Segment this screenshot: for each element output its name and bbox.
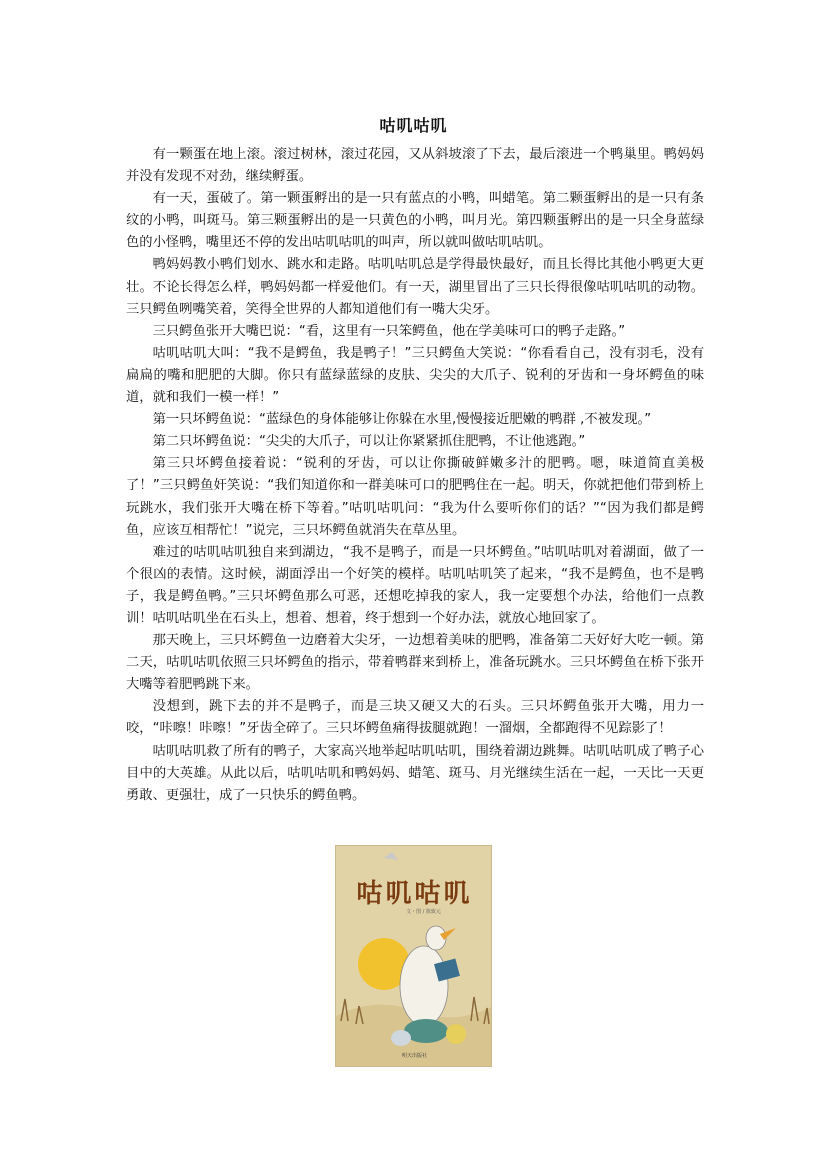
paragraph: 第三只坏鳄鱼接着说：“锐利的牙齿，可以让你撕破鲜嫩多汁的肥鸭。嗯，味道简直美极了！”三只鳄鱼奸笑说：“我们知道你和一群美味可口的肥鸭住在一起。明天，你就把他们带到桥上玩跳水，我们张开大嘴在桥下等着。”咕叽咕叽问：“我为什么要听你们的话？”“因为我们都是鳄鱼，应该互相帮忙！”说完，三只坏鳄鱼就消失在草丛里。 bbox=[126, 456, 704, 538]
paragraph: 咕叽咕叽救了所有的鸭子，大家高兴地举起咕叽咕叽，围绕着湖边跳舞。咕叽咕叽成了鸭子心目中的大英雄。从此以后，咕叽咕叽和鸭妈妈、蜡笔、斑马、月光继续生活在一起，一天比一天更勇敢、更强壮，成了一只快乐的鳄鱼鸭。 bbox=[126, 743, 704, 803]
cover-title: 咕叽咕叽 bbox=[356, 879, 473, 909]
paragraph: 第一只坏鳄鱼说：“蓝绿色的身体能够让你躲在水里,慢慢接近肥嫩的鸭群 ,不被发现。” bbox=[152, 412, 652, 428]
paragraph: 有一颗蛋在地上滚。滚过树林，滚过花园，又从斜坡滚了下去，最后滚进一个鸭巢里。鸭妈妈并没有发现不对劲，继续孵蛋。 bbox=[126, 147, 704, 185]
page-title: 咕叽咕叽 bbox=[379, 116, 448, 135]
paragraph: 有一天，蛋破了。第一颗蛋孵出的是一只有蓝点的小鸭，叫蜡笔。第二颗蛋孵出的是一只有条纹的小鸭，叫斑马。第三颗蛋孵出的是一只黄色的小鸭，叫月光。第四颗蛋孵出的是一只全身蓝绿色的小怪鸭，嘴里还不停的发出咕叽咕叽的叫声，所以就叫做咕叽咕叽。 bbox=[126, 191, 704, 251]
book-cover-image bbox=[335, 845, 492, 1067]
paragraph: 第二只坏鳄鱼说：“尖尖的大爪子，可以让你紧紧抓住肥鸭，不让他逃跑。” bbox=[152, 434, 586, 450]
paragraph: 难过的咕叽咕叽独自来到湖边，“我不是鸭子，而是一只坏鳄鱼。”咕叽咕叽对着湖面，做了一个很凶的表情。这时候，湖面浮出一个好笑的模样。咕叽咕叽笑了起来，“我不是鳄鱼，也不是鸭子，我是鳄鱼鸭。”三只坏鳄鱼那么可恶，还想吃掉我的家人，我一定要想个办法，给他们一点教训！咕叽咕叽坐在石头上，想着、想着，终于想到一个好办法，就放心地回家了。 bbox=[126, 544, 704, 626]
small-duck-top bbox=[384, 852, 398, 860]
story-body bbox=[126, 144, 704, 807]
paragraph: 咕叽咕叽大叫：“我不是鳄鱼，我是鸭子！”三只鳄鱼大笑说：“你看看自己，没有羽毛，没有扁扁的嘴和肥肥的大脚。你只有蓝绿蓝绿的皮肤、尖尖的大爪子、锐利的牙齿和一身坏鳄鱼的味道，就和我们一模一样！” bbox=[126, 345, 704, 406]
mother-duck-shape bbox=[400, 946, 448, 1026]
paragraph: 没想到，跳下去的并不是鸭子，而是三块又硬又大的石头。三只坏鳄鱼张开大嘴，用力一咬，“咔嚓！咔嚓！”牙齿全碎了。三只坏鳄鱼痛得拔腿就跑！一溜烟，全都跑得不见踪影了！ bbox=[126, 699, 704, 737]
paragraph: 那天晚上，三只坏鳄鱼一边磨着大尖牙，一边想着美味的肥鸭，准备第二天好好大吃一顿。第二天，咕叽咕叽依照三只坏鳄鱼的指示，带着鸭群来到桥上，准备玩跳水。三只坏鳄鱼在桥下张开大嘴等着肥鸭跳下来。 bbox=[126, 633, 704, 693]
cover-publisher: 明天出版社 bbox=[401, 1053, 427, 1059]
cover-author: 文・图 / 陈致元 bbox=[406, 909, 441, 915]
duckling-shape bbox=[446, 1024, 466, 1044]
duckling-shape bbox=[391, 1030, 411, 1046]
paragraph: 鸭妈妈教小鸭们划水、跳水和走路。咕叽咕叽总是学得最快最好，而且长得比其他小鸭更大更壮。不论长得怎么样，鸭妈妈都一样爱他们。有一天，湖里冒出了三只长得很像咕叽咕叽的动物。三只鳄鱼咧嘴笑着，笑得全世界的人都知道他们有一嘴大尖牙。 bbox=[126, 257, 704, 317]
paragraph: 三只鳄鱼张开大嘴巴说：“看，这里有一只笨鳄鱼，他在学美味可口的鸭子走路。” bbox=[152, 323, 626, 339]
